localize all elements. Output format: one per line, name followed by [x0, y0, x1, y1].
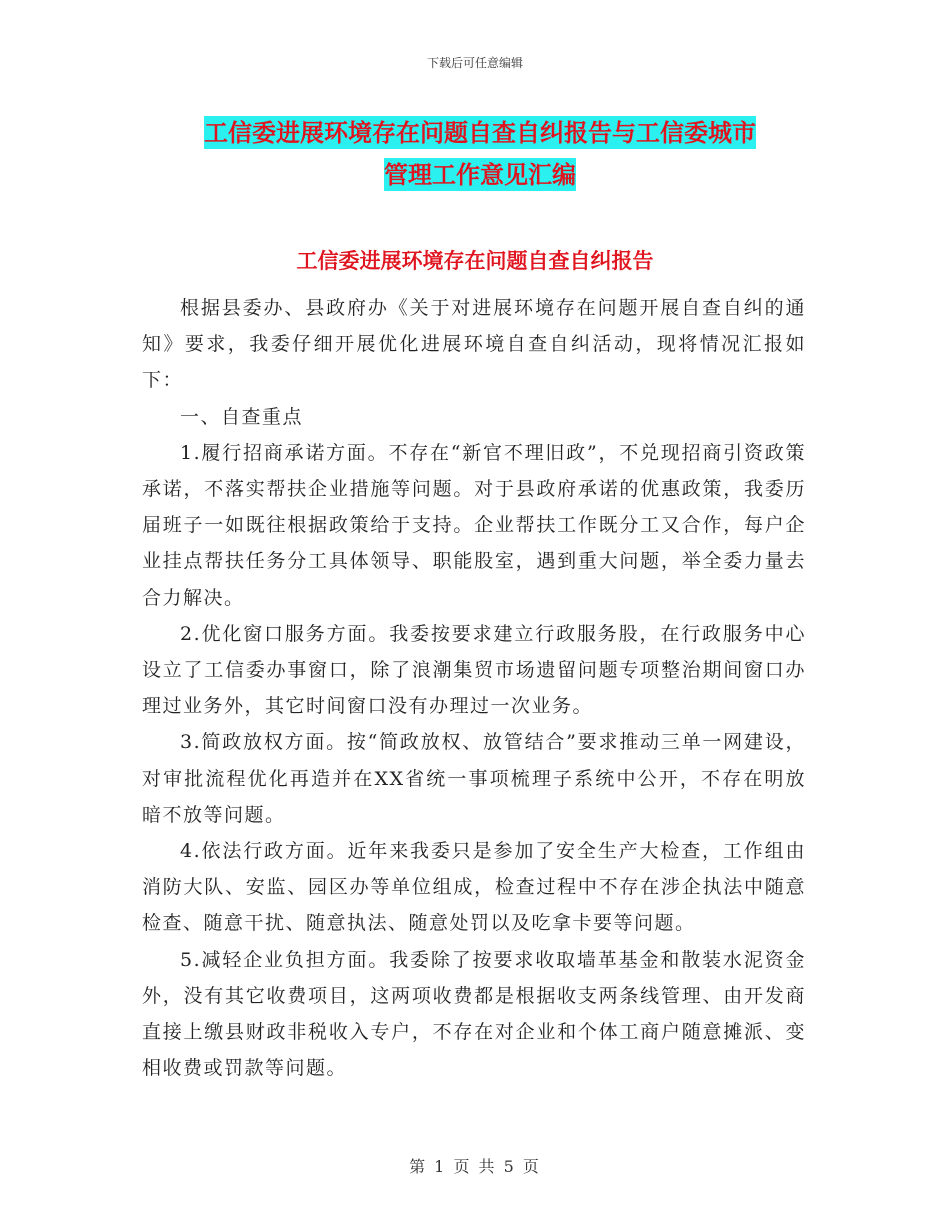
- section-heading: 一、自查重点: [180, 405, 304, 428]
- body-text: [142, 290, 806, 1086]
- paragraph-item-1: 1.履行招商承诺方面。不存在“新官不理旧政”，不兑现招商引资政策承诺，不落实帮扶企业措施等问题。对于县政府承诺的优惠政策，我委历届班子一如既往根据政策给于支持。企业帮扶工作既分工又合作，每户企业挂点帮扶任务分工具体领导、职能股室，遇到重大问题，举全委力量去合力解决。: [142, 441, 806, 609]
- paragraph-item-3: 3.简政放权方面。按“简政放权、放管结合”要求推动三单一网建设，对审批流程优化再造并在XX省统一事项梳理子系统中公开，不存在明放暗不放等问题。: [142, 731, 806, 826]
- document-title-line-2: 管理工作意见汇编: [384, 160, 576, 189]
- paragraph-intro: 根据县委办、县政府办《关于对进展环境存在问题开展自查自纠的通知》要求，我委仔细开展优化进展环境自查自纠活动，现将情况汇报如下：: [142, 297, 806, 392]
- paragraph-item-2: 2.优化窗口服务方面。我委按要求建立行政服务股，在行政服务中心设立了工信委办事窗口，除了浪潮集贸市场遗留问题专项整治期间窗口办理过业务外，其它时间窗口没有办理过一次业务。: [142, 622, 806, 718]
- paragraph-item-4: 4.依法行政方面。近年来我委只是参加了安全生产大检查，工作组由消防大队、安监、园区办等单位组成，检查过程中不存在涉企执法中随意检查、随意干扰、随意执法、随意处罚以及吃拿卡要等问题。: [142, 840, 806, 935]
- paragraph-item-5: 5.减轻企业负担方面。我委除了按要求收取墙革基金和散装水泥资金外，没有其它收费项目，这两项收费都是根据收支两条线管理、由开发商直接上缴县财政非税收入专户，不存在对企业和个体工商户随意摊派、变相收费或罚款等问题。: [142, 948, 806, 1080]
- header-note: 下载后可任意编辑: [426, 56, 523, 70]
- section-title: 工信委进展环境存在问题自查自纠报告: [296, 248, 654, 273]
- document-title-line-1: 工信委进展环境存在问题自查自纠报告与工信委城市: [204, 118, 756, 147]
- page-number: 第 1 页 共 5 页: [409, 1157, 541, 1176]
